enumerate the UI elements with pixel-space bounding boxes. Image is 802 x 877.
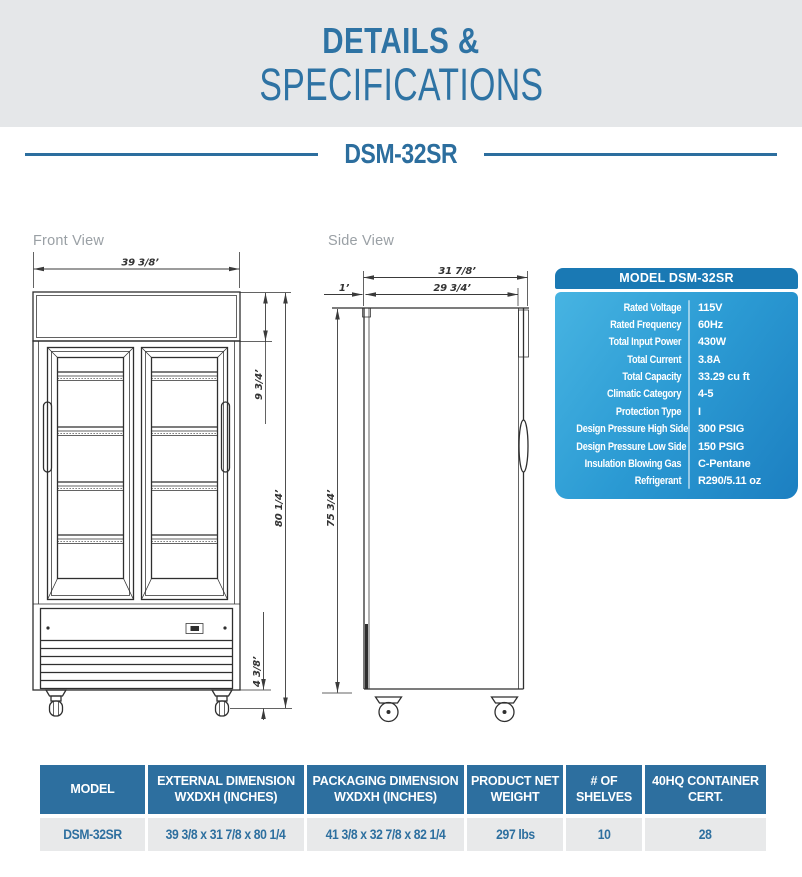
spec-row: [555, 455, 798, 472]
front-view-drawing: [20, 230, 300, 730]
front-view-label: Front View: [33, 233, 105, 249]
spec-row: [555, 351, 798, 368]
spec-label: Design Pressure Low Side: [576, 440, 687, 453]
front-base-height-dim-text: 4 3/8’: [252, 656, 263, 687]
column-header-container-cert: 40HQ CONTAINER CERT.: [645, 765, 766, 814]
column-header-external-dimension: EXTERNAL DIMENSION WXDXH (INCHES): [148, 765, 304, 814]
spec-row: [555, 299, 798, 316]
spec-label: Rated Voltage: [623, 301, 682, 314]
model-heading: [25, 138, 777, 170]
front-width-dim-text: 39 3/8’: [121, 257, 159, 269]
side-body-depth-dim-text: 29 3/4’: [433, 283, 471, 294]
spec-row: [555, 316, 798, 333]
spec-value: 150 PSIG: [698, 440, 745, 453]
front-right-door: [142, 348, 230, 600]
spec-label: Rated Frequency: [610, 319, 682, 332]
spec-value: 430W: [698, 336, 726, 349]
side-view-drawing: [310, 230, 550, 730]
spec-row: [555, 473, 798, 490]
heading-rule-right: [484, 153, 777, 156]
spec-value: 115V: [698, 301, 723, 314]
spec-value: R290/5.11 oz: [698, 475, 762, 488]
side-door-handle: [519, 420, 528, 472]
page-title-line1: DETAILS &: [322, 20, 480, 62]
spec-card: [555, 268, 798, 499]
model-heading-text: DSM-32SR: [344, 138, 458, 169]
front-width-dimension: [34, 252, 240, 288]
grill-screw-right: [223, 626, 226, 629]
front-caster-left: [46, 690, 66, 716]
column-header-net-weight: PRODUCT NET WEIGHT: [467, 765, 563, 814]
front-left-door: [44, 348, 134, 600]
spec-label: Refrigerant: [634, 475, 682, 488]
front-sign-height-dim-text: 9 3/4’: [254, 369, 265, 400]
cell-shelves: 10: [566, 818, 642, 851]
cell-model: DSM-32SR: [40, 818, 145, 851]
title-band: [0, 0, 802, 127]
side-door-offset-dim-text: 1’: [338, 283, 350, 294]
spec-row: [555, 421, 798, 438]
front-height-dimensions: [230, 293, 292, 721]
spec-value: 33.29 cu ft: [698, 371, 750, 384]
left-door-shelves: [58, 372, 124, 544]
spec-label: Protection Type: [615, 405, 682, 418]
spec-value: 4-5: [698, 388, 714, 401]
front-total-height-dim-text: 80 1/4’: [274, 489, 285, 527]
spec-label: Climatic Category: [606, 388, 682, 401]
column-header-model: MODEL: [40, 765, 145, 814]
spec-row: [555, 368, 798, 385]
side-view-label: Side View: [328, 233, 395, 249]
side-depth-dimensions: [324, 266, 528, 306]
side-caster-left: [376, 697, 402, 722]
grill-screw-left: [46, 626, 49, 629]
spec-row: [555, 386, 798, 403]
spec-row: [555, 403, 798, 420]
right-door-handle: [222, 402, 230, 472]
side-cabinet: [332, 308, 529, 689]
side-total-depth-dim-text: 31 7/8’: [438, 266, 476, 277]
bottom-table: [40, 765, 766, 851]
cell-container-cert: 28: [645, 818, 766, 851]
spec-card-body: [555, 292, 798, 499]
column-header-packaging-dimension: PACKAGING DIMENSION WXDXH (INCHES): [307, 765, 464, 814]
spec-label: Total Input Power: [608, 336, 682, 349]
right-door-shelves: [152, 372, 218, 544]
spec-row: [555, 438, 798, 455]
heading-rule-left: [25, 153, 318, 156]
side-caster-right: [492, 697, 518, 722]
spec-label: Total Capacity: [622, 371, 682, 384]
spec-label: Insulation Blowing Gas: [584, 457, 682, 470]
spec-label: Design Pressure High Side: [576, 423, 689, 436]
cell-external-dimension: 39 3/8 x 31 7/8 x 80 1/4: [148, 818, 304, 851]
column-header-shelves: # OF SHELVES: [566, 765, 642, 814]
spec-label: Total Current: [627, 353, 682, 366]
spec-value: C-Pentane: [698, 457, 751, 470]
cell-net-weight: 297 lbs: [467, 818, 563, 851]
page-title-line2: SPECIFICATIONS: [258, 59, 544, 111]
side-height-dim-text: 75 3/4’: [326, 489, 337, 527]
spec-card-title: MODEL DSM-32SR: [555, 268, 798, 289]
cell-packaging-dimension: 41 3/8 x 32 7/8 x 82 1/4: [307, 818, 464, 851]
spec-value: 3.8A: [698, 353, 721, 366]
spec-value: 60Hz: [698, 319, 723, 332]
spec-value: 300 PSIG: [698, 423, 745, 436]
spec-row: [555, 334, 798, 351]
spec-value: I: [698, 405, 701, 418]
front-caster-right: [212, 690, 232, 716]
front-grill: [41, 609, 233, 689]
side-height-dimension: [322, 309, 352, 693]
